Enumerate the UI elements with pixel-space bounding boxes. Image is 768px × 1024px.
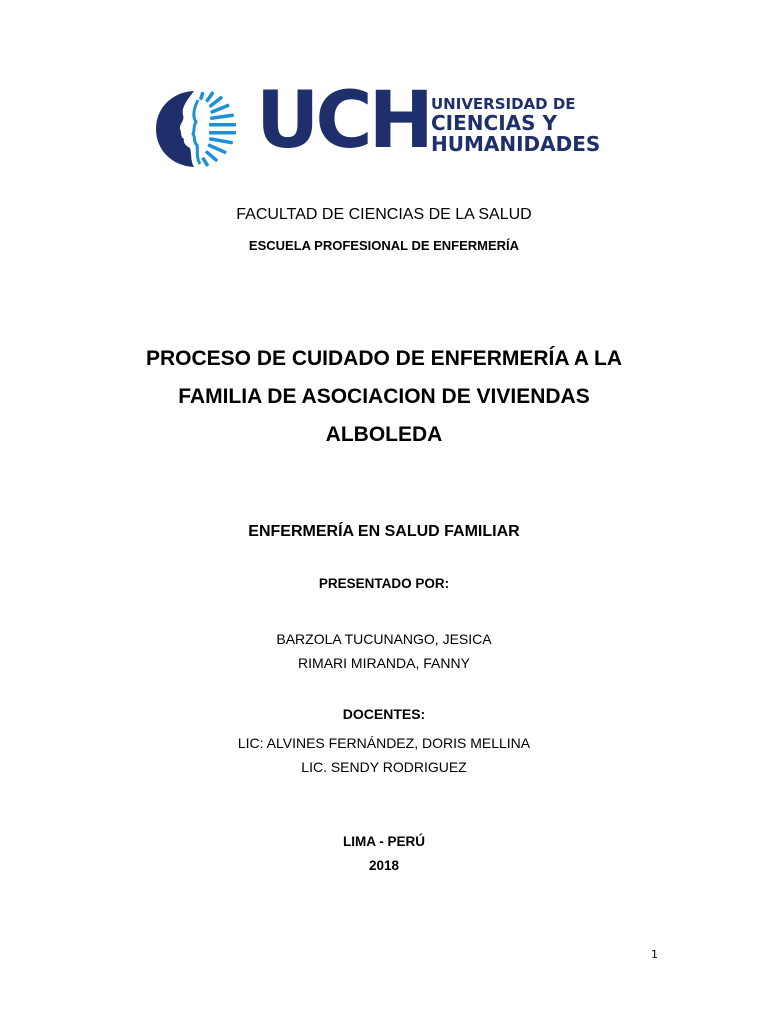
author-name: RIMARI MIRANDA, FANNY xyxy=(298,655,470,671)
year: 2018 xyxy=(368,858,400,873)
course-name: ENFERMERÍA EN SALUD FAMILIAR xyxy=(248,523,520,540)
docente-name: LIC: ALVINES FERNÁNDEZ, DORIS MELLINA xyxy=(237,735,531,751)
title-line: ALBOLEDA xyxy=(325,423,443,446)
title-line: FAMILIA DE ASOCIACION DE VIVIENDAS xyxy=(178,385,590,408)
document-title xyxy=(0,340,768,454)
author-name: BARZOLA TUCUNANGO, JESICA xyxy=(276,631,492,647)
logo-name-line: HUMANIDADES xyxy=(431,132,601,156)
docentes-heading: DOCENTES: xyxy=(342,706,426,722)
authors-list xyxy=(0,627,768,675)
docentes-list xyxy=(0,731,768,779)
uch-emblem-icon xyxy=(154,88,238,170)
faculty-name: FACULTAD DE CIENCIAS DE LA SALUD xyxy=(236,206,532,223)
location: LIMA - PERÚ xyxy=(343,834,425,849)
presented-by-heading: PRESENTADO POR: xyxy=(318,576,450,591)
logo-university-name xyxy=(431,97,600,154)
university-logo xyxy=(154,76,616,170)
docente-name: LIC. SENDY RODRIGUEZ xyxy=(301,759,467,775)
page-number: 1 xyxy=(651,948,658,961)
logo-name-line: CIENCIAS Y xyxy=(431,111,557,135)
title-line: PROCESO DE CUIDADO DE ENFERMERÍA A LA xyxy=(145,347,623,370)
logo-name-line: UNIVERSIDAD DE xyxy=(431,95,576,113)
school-name: ESCUELA PROFESIONAL DE ENFERMERÍA xyxy=(248,238,520,253)
logo-acronym: UCH xyxy=(256,76,430,166)
